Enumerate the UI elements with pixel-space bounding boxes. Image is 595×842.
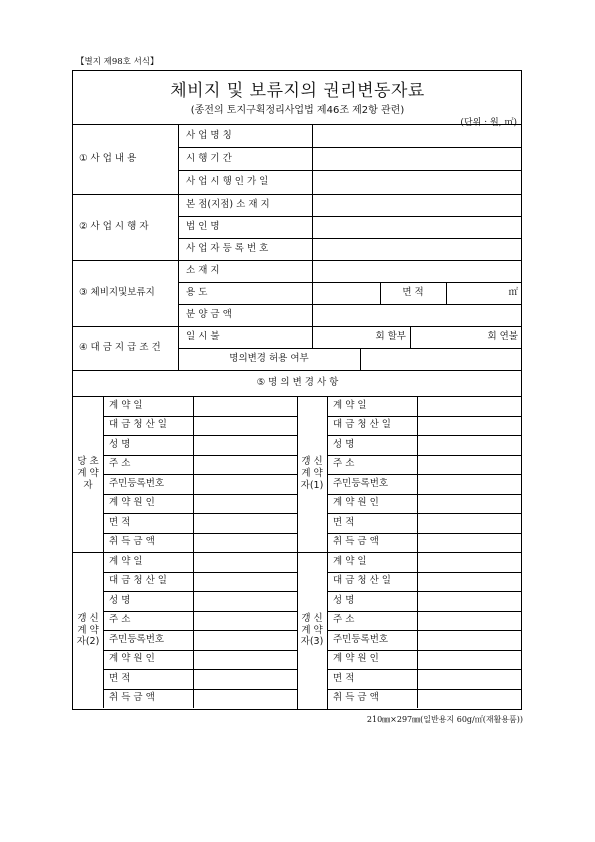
column-line — [446, 282, 447, 304]
section-reserved-land-label: ③ 체비지및보류지 — [79, 287, 155, 299]
renewed1-contract-date-field[interactable] — [417, 396, 522, 416]
row-line — [178, 282, 522, 283]
renewed1-resident-number-field[interactable] — [417, 474, 522, 494]
original-acquisition-amount-field[interactable] — [193, 533, 297, 553]
section-payment-terms-label: ④ 대 금 지 급 조 건 — [79, 342, 161, 354]
renewed2-resident-number-label: 주민등록번호 — [109, 633, 165, 645]
row-line — [103, 435, 297, 436]
business-name-label: 사 업 명 칭 — [186, 129, 232, 141]
renewed2-acquisition-amount-field[interactable] — [193, 689, 297, 709]
row-line — [103, 533, 297, 534]
original-contract-reason-field[interactable] — [193, 494, 297, 514]
paper-spec-footer: 210㎜×297㎜(일반용지 60g/㎡(재활용품)) — [366, 715, 523, 724]
row-line — [103, 455, 297, 456]
row-line — [103, 591, 297, 592]
renewed2-area-label: 면 적 — [109, 672, 131, 684]
row-line — [72, 370, 522, 371]
business-approval-date-label: 사 업 시 행 인 가 일 — [186, 176, 269, 188]
renewed3-resident-number-label: 주민등록번호 — [333, 633, 389, 645]
land-location-label: 소 재 지 — [186, 265, 220, 277]
row-line — [327, 513, 522, 514]
renewed3-name-field[interactable] — [417, 591, 522, 611]
office-location-field[interactable] — [312, 194, 522, 216]
row-line — [72, 194, 522, 195]
renewed3-address-field[interactable] — [417, 611, 522, 631]
column-line — [103, 396, 104, 552]
renewed3-name-label: 성 명 — [333, 594, 355, 606]
form-number-label: 【별지 제98호 서식】 — [76, 57, 159, 67]
renewed1-payment-settlement-date-field[interactable] — [417, 416, 522, 436]
form-subtitle: (종전의 토지구획정리사업법 제46조 제2항 관련) — [190, 105, 405, 116]
renewed3-resident-number-field[interactable] — [417, 630, 522, 650]
row-line — [327, 455, 522, 456]
row-line — [327, 630, 522, 631]
renewed1-area-field[interactable] — [417, 513, 522, 533]
original-name-field[interactable] — [193, 435, 297, 455]
row-line — [327, 416, 522, 417]
column-line — [193, 552, 194, 708]
unit-label: (단위 : 원, ㎡) — [460, 118, 517, 128]
renewed2-address-field[interactable] — [193, 611, 297, 631]
row-line — [178, 238, 522, 239]
renewed1-contract-reason-field[interactable] — [417, 494, 522, 514]
sale-price-field[interactable] — [312, 304, 522, 326]
row-line — [327, 669, 522, 670]
renewed3-payment-settlement-date-field[interactable] — [417, 572, 522, 592]
name-change-allowed-label: 명의변경 허용 여부 — [229, 353, 309, 365]
renewed2-address-label: 주 소 — [109, 614, 131, 626]
renewed1-address-label: 주 소 — [333, 458, 355, 470]
renewed2-area-field[interactable] — [193, 669, 297, 689]
section-operator-label: ② 사 업 시 행 자 — [79, 221, 149, 233]
lump-sum-label: 일 시 불 — [186, 331, 220, 343]
renewed3-contract-reason-field[interactable] — [417, 650, 522, 670]
land-use-field[interactable] — [312, 282, 380, 304]
row-line — [327, 650, 522, 651]
renewed2-payment-settlement-date-label: 대 금 청 산 일 — [109, 575, 167, 587]
section-name-change-header: ⑤ 명 의 변 경 사 항 — [256, 377, 339, 389]
original-contractor-label: 당 초 계 약 자 — [77, 456, 99, 491]
original-address-label: 주 소 — [109, 458, 131, 470]
renewed-contractor-3-label: 갱 신 계 약 자(3) — [300, 612, 324, 648]
renewed3-acquisition-amount-label: 취 득 금 액 — [333, 692, 379, 704]
business-period-label: 시 행 기 간 — [186, 152, 232, 164]
row-line — [327, 533, 522, 534]
name-change-allowed-field[interactable] — [360, 348, 522, 370]
row-line — [327, 474, 522, 475]
original-resident-number-field[interactable] — [193, 474, 297, 494]
original-area-field[interactable] — [193, 513, 297, 533]
column-line — [178, 124, 179, 370]
area-unit: ㎡ — [508, 287, 518, 299]
renewed2-contract-reason-label: 계 약 원 인 — [109, 653, 155, 665]
right-label-divider — [327, 396, 328, 709]
row-line — [103, 630, 297, 631]
row-line — [103, 572, 297, 573]
row-line — [103, 611, 297, 612]
row-line — [103, 513, 297, 514]
renewed2-name-label: 성 명 — [109, 594, 131, 606]
original-contract-date-label: 계 약 일 — [109, 399, 143, 411]
renewed-contractor-2-label: 갱 신 계 약 자(2) — [76, 612, 100, 648]
row-line — [103, 416, 297, 417]
row-line — [327, 611, 522, 612]
form-title: 체비지 및 보류지의 권리변동자료 — [170, 81, 425, 101]
row-line — [178, 304, 522, 305]
land-location-field[interactable] — [312, 260, 522, 282]
row-line — [103, 494, 297, 495]
business-period-field[interactable] — [312, 147, 522, 170]
renewed2-resident-number-field[interactable] — [193, 630, 297, 650]
column-line — [312, 124, 313, 348]
renewed3-area-label: 면 적 — [333, 672, 355, 684]
column-line — [193, 396, 194, 552]
renewed1-resident-number-label: 주민등록번호 — [333, 477, 389, 489]
column-line — [410, 326, 411, 348]
business-name-field[interactable] — [312, 124, 522, 147]
area-label: 면 적 — [402, 287, 424, 299]
original-contract-reason-label: 계 약 원 인 — [109, 497, 155, 509]
row-line — [103, 689, 297, 690]
original-contract-date-field[interactable] — [193, 396, 297, 416]
renewed1-contract-date-label: 계 약 일 — [333, 399, 367, 411]
column-line — [417, 396, 418, 552]
renewed1-name-label: 성 명 — [333, 438, 355, 450]
renewed3-contract-date-field[interactable] — [417, 552, 522, 572]
renewed3-address-label: 주 소 — [333, 614, 355, 626]
renewed1-acquisition-amount-label: 취 득 금 액 — [333, 536, 379, 548]
renewed2-acquisition-amount-label: 취 득 금 액 — [109, 692, 155, 704]
column-line — [360, 348, 361, 370]
row-line — [327, 572, 522, 573]
row-line — [103, 669, 297, 670]
row-line — [72, 326, 522, 327]
renewed1-contract-reason-label: 계 약 원 인 — [333, 497, 379, 509]
center-divider — [297, 396, 298, 709]
sale-price-label: 분 양 금 액 — [186, 309, 232, 321]
header-divider — [72, 124, 522, 125]
row-line — [327, 591, 522, 592]
business-registration-number-label: 사 업 자 등 록 번 호 — [186, 243, 269, 255]
section-business-info-label: ① 사 업 내 용 — [79, 153, 137, 165]
original-address-field[interactable] — [193, 455, 297, 475]
row-line — [178, 348, 522, 349]
renewed2-payment-settlement-date-field[interactable] — [193, 572, 297, 592]
row-line — [103, 650, 297, 651]
renewed1-address-field[interactable] — [417, 455, 522, 475]
renewed2-contract-reason-field[interactable] — [193, 650, 297, 670]
renewed3-acquisition-amount-field[interactable] — [417, 689, 522, 709]
corporation-name-field[interactable] — [312, 216, 522, 238]
renewed1-area-label: 면 적 — [333, 516, 355, 528]
installment-label: 회 할부 — [375, 331, 406, 343]
renewed1-name-field[interactable] — [417, 435, 522, 455]
row-line — [178, 170, 522, 171]
original-payment-settlement-date-label: 대 금 청 산 일 — [109, 419, 167, 431]
renewed3-area-field[interactable] — [417, 669, 522, 689]
column-line — [380, 282, 381, 304]
business-approval-date-field[interactable] — [312, 170, 522, 194]
row-line — [327, 435, 522, 436]
business-registration-number-field[interactable] — [312, 238, 522, 260]
row-line — [327, 689, 522, 690]
renewed2-name-field[interactable] — [193, 591, 297, 611]
row-line — [103, 474, 297, 475]
annual-payment-label: 회 연불 — [487, 331, 518, 343]
column-line — [417, 552, 418, 708]
office-location-label: 본 점(지점) 소 재 지 — [186, 199, 270, 211]
row-line — [178, 216, 522, 217]
corporation-name-label: 법 인 명 — [186, 221, 220, 233]
renewed1-payment-settlement-date-label: 대 금 청 산 일 — [333, 419, 391, 431]
renewed3-payment-settlement-date-label: 대 금 청 산 일 — [333, 575, 391, 587]
renewed3-contract-reason-label: 계 약 원 인 — [333, 653, 379, 665]
renewed2-contract-date-label: 계 약 일 — [109, 555, 143, 567]
original-acquisition-amount-label: 취 득 금 액 — [109, 536, 155, 548]
renewed1-acquisition-amount-field[interactable] — [417, 533, 522, 553]
renewed-contractor-1-label: 갱 신 계 약 자(1) — [300, 456, 324, 491]
column-line — [103, 552, 104, 708]
land-use-label: 용 도 — [186, 287, 208, 299]
original-payment-settlement-date-field[interactable] — [193, 416, 297, 436]
original-name-label: 성 명 — [109, 438, 131, 450]
original-area-label: 면 적 — [109, 516, 131, 528]
row-line — [178, 147, 522, 148]
original-resident-number-label: 주민등록번호 — [109, 477, 165, 489]
row-line — [72, 260, 522, 261]
row-line — [327, 494, 522, 495]
renewed2-contract-date-field[interactable] — [193, 552, 297, 572]
renewed3-contract-date-label: 계 약 일 — [333, 555, 367, 567]
